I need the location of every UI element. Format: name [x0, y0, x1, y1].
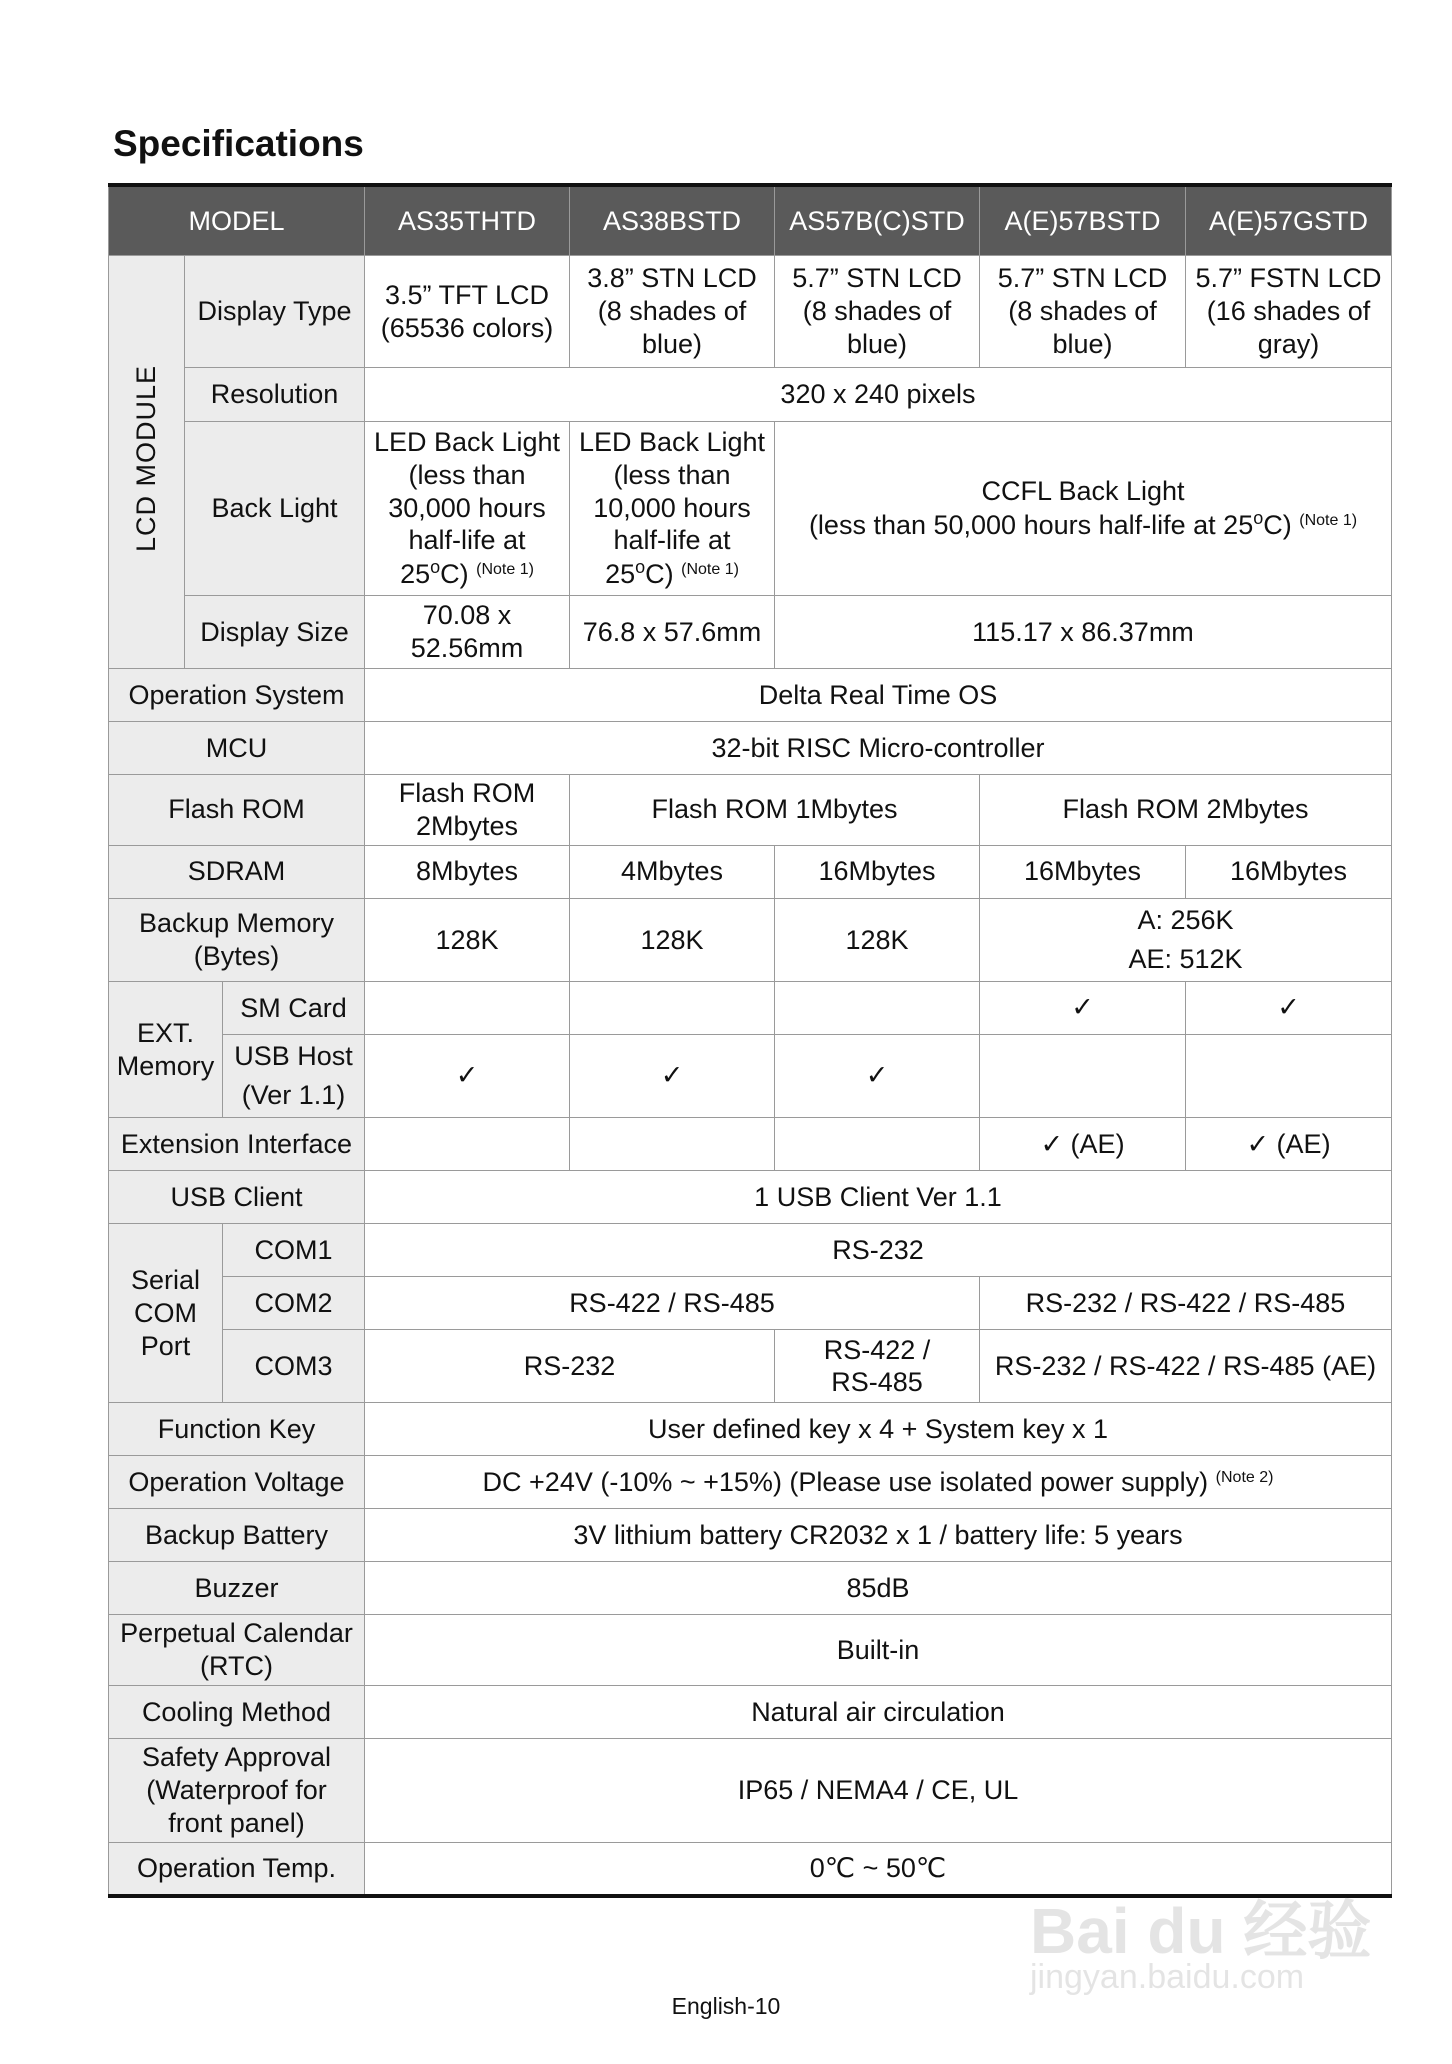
display-type-ae57g: 5.7” FSTN LCD (16 shades of gray) — [1186, 256, 1392, 368]
backup-battery-label: Backup Battery — [109, 1509, 365, 1562]
operation-voltage-value: DC +24V (-10% ~ +15%) (Please use isolated power supply) $^{(Note 2)}$ — [365, 1456, 1392, 1509]
safety-value: IP65 / NEMA4 / CE, UL — [365, 1739, 1392, 1843]
resolution-label: Resolution — [185, 368, 365, 422]
com3-mid: RS-422 / RS-485 — [775, 1330, 980, 1403]
operation-temp-value: 0℃ ~ 50℃ — [365, 1843, 1392, 1896]
sm-card-as38 — [570, 982, 775, 1035]
table-row — [109, 1615, 1392, 1686]
note-2: (Note 2) — [1215, 1468, 1274, 1486]
model-ae57gstd: A(E)57GSTD — [1186, 185, 1392, 256]
backup-battery-value: 3V lithium battery CR2032 x 1 / battery life: 5 years — [365, 1509, 1392, 1562]
model-as38bstd: AS38BSTD — [570, 185, 775, 256]
usb-host-as57: ✓ — [775, 1035, 980, 1118]
usb-client-label: USB Client — [109, 1171, 365, 1224]
page-footer: English-10 — [671, 1993, 781, 2019]
backup-memory-label: Backup Memory (Bytes) — [109, 898, 365, 981]
back-light-as35: LED Back Light (less than 30,000 hours half-life at 25$^o$C) $^{(Note 1)}$ — [365, 422, 570, 596]
display-type-as35: 3.5” TFT LCD (65536 colors) — [365, 256, 570, 368]
flash-rom-as35: Flash ROM 2Mbytes — [365, 775, 570, 846]
com2-left: RS-422 / RS-485 — [365, 1277, 980, 1330]
rtc-value: Built-in — [365, 1615, 1392, 1686]
table-row — [109, 1035, 1392, 1118]
table-row — [109, 368, 1392, 422]
cooling-label: Cooling Method — [109, 1686, 365, 1739]
sdram-ae57g: 16Mbytes — [1186, 845, 1392, 898]
extension-interface-label: Extension Interface — [109, 1118, 365, 1171]
note-1: (Note 1) — [1299, 512, 1358, 529]
table-row — [109, 1403, 1392, 1456]
page-title: Specifications — [113, 123, 364, 164]
back-light-label: Back Light — [185, 422, 365, 596]
usb-host-ae57b — [980, 1035, 1186, 1118]
backup-memory-as38: 128K — [570, 898, 775, 981]
model-as35thtd: AS35THTD — [365, 185, 570, 256]
table-row — [109, 256, 1392, 368]
sdram-as57: 16Mbytes — [775, 845, 980, 898]
backup-memory-right: A: 256K AE: 512K — [980, 898, 1392, 981]
table-row — [109, 1562, 1392, 1615]
usb-client-value: 1 USB Client Ver 1.1 — [365, 1171, 1392, 1224]
table-row — [109, 1330, 1392, 1403]
table-row — [109, 669, 1392, 722]
table-row — [109, 1739, 1392, 1843]
table-row — [109, 422, 1392, 596]
ext-if-as35 — [365, 1118, 570, 1171]
sdram-as38: 4Mbytes — [570, 845, 775, 898]
table-row — [109, 1456, 1392, 1509]
safety-label: Safety Approval (Waterproof for front panel) — [109, 1739, 365, 1843]
flash-rom-label: Flash ROM — [109, 775, 365, 846]
flash-rom-mid: Flash ROM 1Mbytes — [570, 775, 980, 846]
table-row — [109, 722, 1392, 775]
back-light-as38: LED Back Light (less than 10,000 hours half-life at 25$^o$C) $^{(Note 1)}$ — [570, 422, 775, 596]
display-type-as57: 5.7” STN LCD (8 shades of blue) — [775, 256, 980, 368]
buzzer-label: Buzzer — [109, 1562, 365, 1615]
model-as57bcstd: AS57B(C)STD — [775, 185, 980, 256]
backup-memory-as57: 128K — [775, 898, 980, 981]
note-1: (Note 1) — [476, 561, 534, 579]
table-row — [109, 1118, 1392, 1171]
operation-system-label: Operation System — [109, 669, 365, 722]
table-row — [109, 1509, 1392, 1562]
com1-value: RS-232 — [365, 1224, 1392, 1277]
display-type-label: Display Type — [185, 256, 365, 368]
table-row — [109, 898, 1392, 981]
lcd-module-label: LCD MODULE — [131, 364, 162, 552]
ext-if-ae57b: ✓ (AE) — [980, 1118, 1186, 1171]
com1-label: COM1 — [223, 1224, 365, 1277]
display-type-as38: 3.8” STN LCD (8 shades of blue) — [570, 256, 775, 368]
backup-memory-as35: 128K — [365, 898, 570, 981]
table-row — [109, 596, 1392, 669]
sdram-ae57b: 16Mbytes — [980, 845, 1186, 898]
watermark-brand: Bai du 经验 — [1030, 1895, 1372, 1967]
usb-host-label: USB Host (Ver 1.1) — [223, 1035, 365, 1118]
serial-com-group: Serial COM Port — [109, 1224, 223, 1403]
ext-if-as38 — [570, 1118, 775, 1171]
cooling-value: Natural air circulation — [365, 1686, 1392, 1739]
sdram-label: SDRAM — [109, 845, 365, 898]
function-key-label: Function Key — [109, 1403, 365, 1456]
table-row — [109, 1686, 1392, 1739]
display-size-others: 115.17 x 86.37mm — [775, 596, 1392, 669]
sm-card-label: SM Card — [223, 982, 365, 1035]
ext-memory-group: EXT. Memory — [109, 982, 223, 1118]
usb-host-ae57g — [1186, 1035, 1392, 1118]
com2-label: COM2 — [223, 1277, 365, 1330]
com3-label: COM3 — [223, 1330, 365, 1403]
flash-rom-right: Flash ROM 2Mbytes — [980, 775, 1392, 846]
table-row — [109, 982, 1392, 1035]
display-size-label: Display Size — [185, 596, 365, 669]
resolution-value: 320 x 240 pixels — [365, 368, 1392, 422]
com3-right: RS-232 / RS-422 / RS-485 (AE) — [980, 1330, 1392, 1403]
note-1: (Note 1) — [681, 561, 739, 579]
com3-left: RS-232 — [365, 1330, 775, 1403]
operation-voltage-label: Operation Voltage — [109, 1456, 365, 1509]
sm-card-ae57b: ✓ — [980, 982, 1186, 1035]
table-row — [109, 1171, 1392, 1224]
display-type-ae57b: 5.7” STN LCD (8 shades of blue) — [980, 256, 1186, 368]
mcu-value: 32-bit RISC Micro-controller — [365, 722, 1392, 775]
ext-if-as57 — [775, 1118, 980, 1171]
usb-host-as38: ✓ — [570, 1035, 775, 1118]
header-row — [109, 185, 1392, 256]
lcd-module-group — [109, 256, 185, 669]
com2-right: RS-232 / RS-422 / RS-485 — [980, 1277, 1392, 1330]
operation-system-value: Delta Real Time OS — [365, 669, 1392, 722]
usb-host-as35: ✓ — [365, 1035, 570, 1118]
table-row — [109, 1277, 1392, 1330]
model-header: MODEL — [109, 185, 365, 256]
sdram-as35: 8Mbytes — [365, 845, 570, 898]
rtc-label: Perpetual Calendar (RTC) — [109, 1615, 365, 1686]
function-key-value: User defined key x 4 + System key x 1 — [365, 1403, 1392, 1456]
baidu-watermark — [1030, 1840, 1390, 2000]
buzzer-value: 85dB — [365, 1562, 1392, 1615]
sm-card-as57 — [775, 982, 980, 1035]
ext-if-ae57g: ✓ (AE) — [1186, 1118, 1392, 1171]
operation-temp-label: Operation Temp. — [109, 1843, 365, 1896]
display-size-as38: 76.8 x 57.6mm — [570, 596, 775, 669]
mcu-label: MCU — [109, 722, 365, 775]
back-light-ccfl: CCFL Back Light (less than 50,000 hours half-life at 25$^o$C) $^{(Note 1)}$ — [775, 422, 1392, 596]
table-row — [109, 775, 1392, 846]
spec-table — [108, 183, 1392, 1898]
watermark-url: jingyan.baidu.com — [1030, 1958, 1305, 1996]
table-row — [109, 845, 1392, 898]
model-ae57bstd: A(E)57BSTD — [980, 185, 1186, 256]
sm-card-as35 — [365, 982, 570, 1035]
sm-card-ae57g: ✓ — [1186, 982, 1392, 1035]
table-row — [109, 1224, 1392, 1277]
display-size-as35: 70.08 x 52.56mm — [365, 596, 570, 669]
